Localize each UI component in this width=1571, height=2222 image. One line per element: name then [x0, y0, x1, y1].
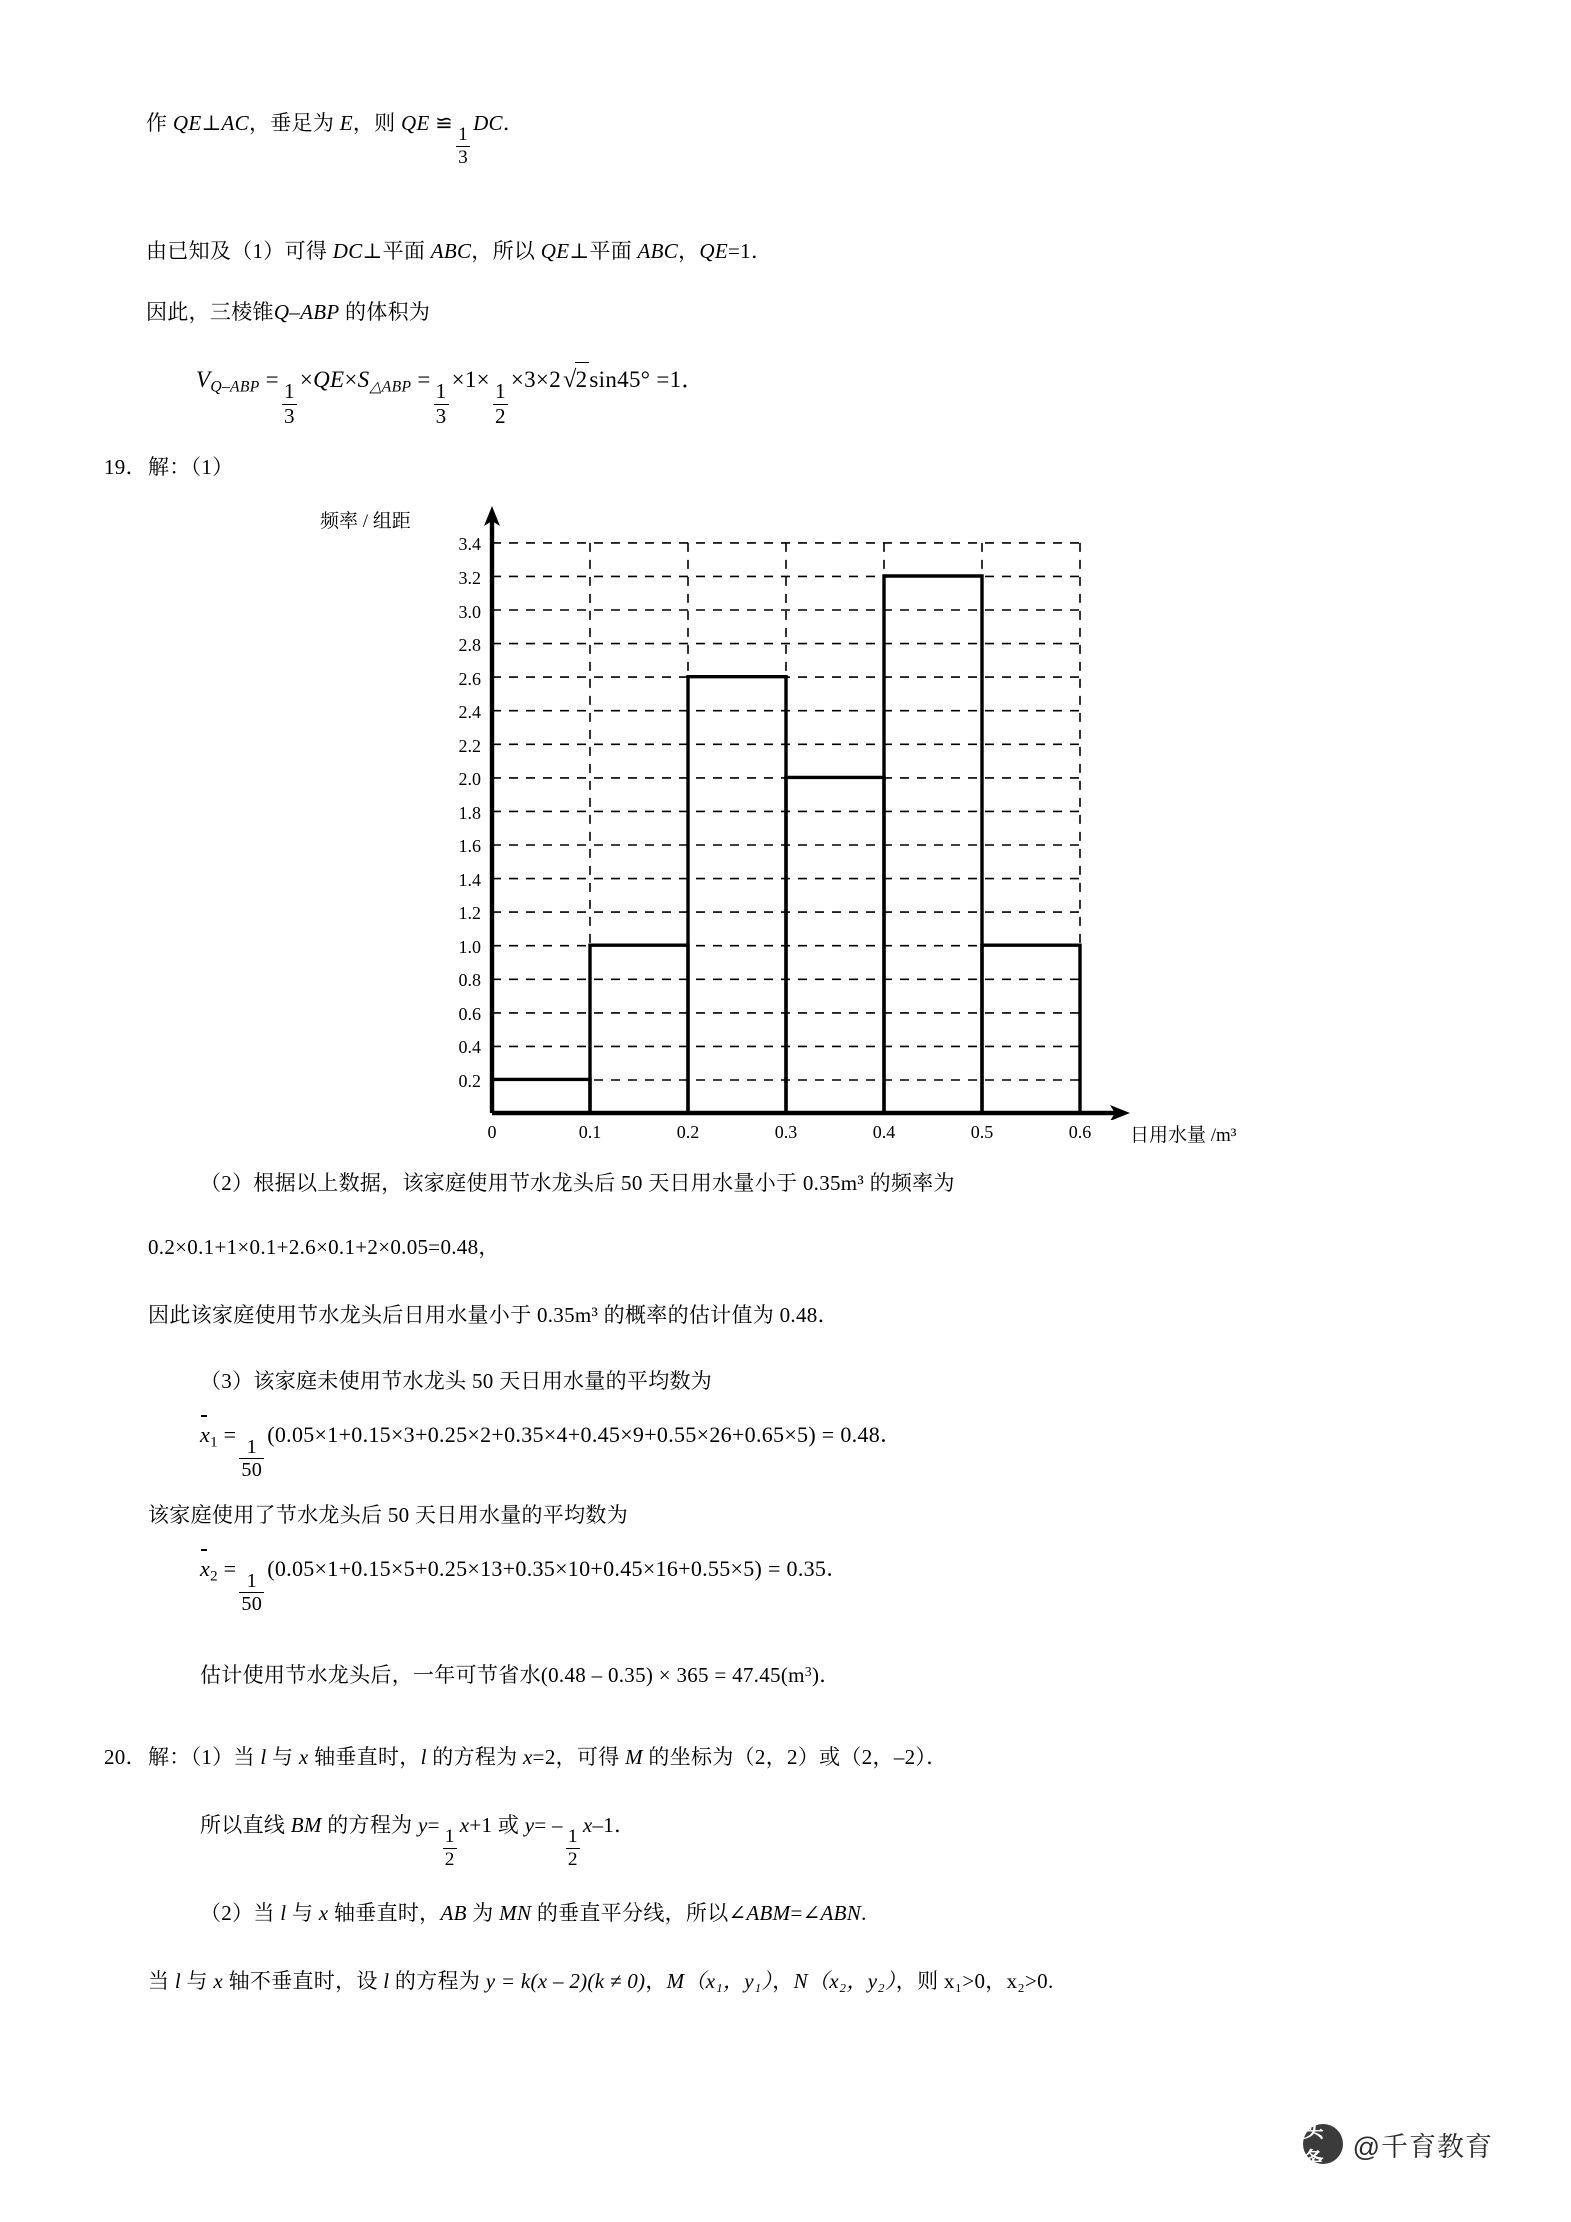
formula2-xbar: x	[200, 1552, 210, 1585]
q20-line2-x: x	[459, 1813, 470, 1837]
formula2-eq2: =	[767, 1556, 781, 1581]
q18-line2-abc: ABC	[430, 239, 472, 263]
q19-saving-text: 估计使用节水龙头后，一年可节省水	[200, 1663, 541, 1687]
q20-line2-b: 的方程为	[321, 1813, 418, 1837]
q18-line-3	[146, 297, 430, 329]
formula2-result: 0.35	[786, 1556, 827, 1581]
q18-line1-then: ，则	[352, 111, 401, 135]
watermark-logo-icon: 头条	[1303, 2124, 1343, 2164]
chart-ytick-7: 1.6	[458, 836, 481, 856]
fraction-numerator: 1	[283, 379, 295, 403]
bar-bin-5	[884, 576, 982, 1113]
q20-line-1	[148, 1742, 948, 1774]
q18-dc: DC	[473, 111, 503, 135]
formula1-eq2: =	[821, 1422, 835, 1447]
q20-line1-x2: x	[523, 1745, 533, 1769]
q19-part3-line2: 该家庭使用了节水龙头后 50 天日用水量的平均数为	[148, 1503, 628, 1527]
q18-line-1	[146, 108, 524, 167]
q20-line4-e: ，	[645, 1969, 667, 1993]
q20-line3-abm: ABM	[746, 1901, 791, 1925]
q20-line3-c: 轴垂直时，	[328, 1901, 441, 1925]
q18-line1-end: ．	[502, 111, 525, 135]
q20-line4-equation: y = k(x – 2)(k ≠ 0)	[485, 1969, 646, 1993]
formula-v-subscript: Q–ABP	[210, 378, 260, 396]
q20-line4-n: N	[793, 1969, 808, 1993]
formula-three: 3	[524, 367, 536, 392]
q20-line1-m: M	[625, 1745, 643, 1769]
q18-volume-formula	[196, 362, 705, 427]
q18-line2-e: ，	[678, 239, 700, 263]
chart-xtick-3: 0.3	[774, 1122, 798, 1142]
q20-line1-l: l	[260, 1745, 267, 1769]
formula-two: 2	[549, 367, 562, 392]
chart-ytick-2: 0.6	[458, 1004, 481, 1024]
fraction-denominator: 2	[494, 403, 506, 428]
q20-line4-c: 轴不垂直时，设	[223, 1969, 384, 1993]
formula-eq3: =	[656, 367, 670, 392]
q20-line3-l: l	[280, 1901, 287, 1925]
chart-y-axis	[484, 506, 500, 1113]
chart-ytick-10: 2.2	[458, 736, 481, 756]
q20-line1-a: 解：（1）当	[148, 1745, 261, 1769]
q20-line4-f: ，	[772, 1969, 794, 1993]
formula1-eq: =	[223, 1422, 237, 1447]
chart-ytick-11: 2.4	[458, 702, 481, 722]
formula-times-2: ×	[344, 367, 358, 392]
formula-eq2: =	[417, 367, 431, 392]
formula1-frac-1-50	[239, 1437, 264, 1481]
fraction-numerator: 1	[246, 1569, 258, 1592]
fraction-numerator: 1	[435, 379, 447, 403]
q20-line3-b: 与	[286, 1901, 319, 1925]
q20-line2-a: 所以直线	[200, 1813, 291, 1837]
formula-period: ．	[681, 367, 705, 392]
chart-xtick-0: 0	[487, 1122, 497, 1142]
q20-line2-eq: =	[427, 1813, 440, 1837]
q20-line2-minus: –1．	[592, 1813, 636, 1837]
q20-line1-l2: l	[420, 1745, 427, 1769]
q20-line4-l: l	[174, 1969, 181, 1993]
fraction-numerator: 1	[494, 379, 506, 403]
formula2-frac-1-50	[239, 1571, 264, 1615]
q18-qe2: QE	[401, 111, 430, 135]
chart-ytick-5: 1.2	[458, 903, 481, 923]
q18-ac: AC	[221, 111, 249, 135]
chart-ytick-1: 0.4	[458, 1037, 481, 1057]
formula1-body: (0.05×1+0.15×3+0.25×2+0.35×4+0.45×9+0.55×26+0.65×5)	[267, 1422, 816, 1447]
formula-s: S	[357, 367, 370, 392]
q19-part2-line3: 因此该家庭使用节水龙头后日用水量小于 0.35m³ 的概率的估计值为 0.48．	[148, 1303, 839, 1327]
chart-ytick-4: 1.0	[458, 937, 481, 957]
formula-times-3: ×	[451, 367, 465, 392]
q20-line2-x2: x	[582, 1813, 593, 1837]
q20-line3-a: （2）当	[200, 1901, 281, 1925]
chart-xtick-6: 0.6	[1068, 1122, 1092, 1142]
q18-line2-a: 由已知及（1）可得	[146, 239, 333, 263]
q19-saving-end: )．	[812, 1663, 841, 1687]
formula-v: V	[196, 367, 211, 392]
q18-line2-abc2: ABC	[637, 239, 679, 263]
q20-line2-y: y	[417, 1813, 428, 1837]
q20-line2-eq2: = –	[534, 1813, 563, 1837]
q18-line2-b: ⊥平面	[362, 239, 431, 263]
q20-line4-x: x	[213, 1969, 224, 1993]
formula1-xbar-subscript: 1	[210, 1434, 218, 1451]
q20-line1-c: 轴垂直时，	[308, 1745, 421, 1769]
q18-line1-pre: 作	[146, 111, 173, 135]
q20-line4-d: 的方程为	[389, 1969, 486, 1993]
fraction-denominator: 2	[567, 1848, 578, 1870]
q18-line2-dc: DC	[332, 239, 363, 263]
q20-line4-m: M	[666, 1969, 685, 1993]
watermark-text: @千育教育	[1352, 2131, 1493, 2162]
q20-line4-b: 与	[181, 1969, 214, 1993]
chart-ytick-9: 2.0	[458, 769, 481, 789]
q18-e: E	[339, 111, 353, 135]
q20-line4-a: 当	[148, 1969, 175, 1993]
q18-line3-q: Q	[273, 300, 290, 324]
radical-sign: √	[563, 366, 577, 393]
q20-line4-g: ，则 x₁>0，x₂>0.	[895, 1969, 1054, 1993]
chart-canvas	[430, 500, 1130, 1120]
formula2-xbar-subscript: 2	[210, 1568, 218, 1585]
watermark	[1302, 2119, 1493, 2172]
formula-times-1: ×	[299, 367, 314, 392]
chart-ytick-8: 1.8	[458, 803, 481, 823]
formula-times-6: ×	[535, 367, 550, 392]
bar-bin-2	[590, 945, 688, 1113]
q18-line2-d: ⊥平面	[569, 239, 638, 263]
formula-sin: sin	[589, 367, 618, 392]
q18-perp: ⊥	[201, 111, 222, 135]
bar-bin-6	[982, 945, 1080, 1113]
q20-line3-ab: AB	[440, 1901, 467, 1925]
chart-ytick-13: 2.8	[458, 635, 481, 655]
formula-s-subscript: △ABP	[369, 378, 412, 396]
q18-line3-abp: ABP	[300, 300, 340, 324]
q19-mean-formula-1	[200, 1418, 902, 1481]
q18-line2-c: ，所以	[471, 239, 541, 263]
fraction-denominator: 3	[435, 403, 447, 428]
fraction-denominator: 3	[458, 146, 469, 168]
q19-saving-calc: (0.48 – 0.35) × 365 = 47.45(m	[540, 1663, 805, 1687]
q18-congruent-sign: ≌	[435, 111, 454, 135]
chart-xtick-5: 0.5	[970, 1122, 994, 1142]
q19-number: 19．	[104, 455, 147, 479]
q18-line2-f: =1．	[728, 239, 773, 263]
fraction-numerator: 1	[246, 1435, 258, 1458]
formula2-period: ．	[826, 1556, 849, 1581]
chart-ytick-14: 3.0	[458, 602, 481, 622]
q19-mean-formula-2	[200, 1552, 849, 1615]
chart-xtick-1: 0.1	[578, 1122, 602, 1142]
q18-fraction-one-third	[456, 125, 470, 167]
q19-part2-line1: （2）根据以上数据，该家庭使用节水龙头后 50 天日用水量小于 0.35m³ 的频率为	[200, 1171, 955, 1195]
q20-line1-x: x	[298, 1745, 309, 1769]
q20-line3-d: 为	[466, 1901, 500, 1925]
chart-ytick-6: 1.4	[458, 870, 481, 890]
formula-frac-1-3	[282, 381, 297, 427]
fraction-numerator: 1	[458, 124, 469, 146]
formula-frac-1-3-b	[434, 381, 449, 427]
q20-line4-l2: l	[383, 1969, 390, 1993]
q20-line2-bm: BM	[290, 1813, 322, 1837]
q18-line3-b: 的体积为	[339, 300, 431, 324]
bar-bin-1	[492, 1079, 590, 1113]
q19-label: 解：（1）	[148, 455, 234, 479]
q18-line2-qe: QE	[540, 239, 570, 263]
chart-ytick-0: 0.2	[458, 1071, 481, 1091]
q20-line1-e: =2，可得	[532, 1745, 626, 1769]
formula2-eq: =	[223, 1556, 237, 1581]
q19-part3-line1: （3）该家庭未使用节水龙头 50 天日用水量的平均数为	[200, 1369, 713, 1393]
fraction-denominator: 3	[283, 403, 295, 428]
formula-times-5: ×	[510, 367, 525, 392]
formula-result: 1	[669, 367, 682, 392]
q19-saving-exponent: 3	[804, 1663, 812, 1679]
q18-qe: QE	[172, 111, 202, 135]
q20-line3-abn: ABN	[820, 1901, 862, 1925]
formula-frac-1-2	[493, 381, 508, 427]
radicand: 2	[575, 362, 590, 398]
formula1-period: ．	[880, 1422, 903, 1447]
chart-ytick-12: 2.6	[458, 669, 481, 689]
frequency-histogram	[320, 500, 1237, 1146]
q18-line-2	[146, 236, 772, 268]
q20-line-3	[200, 1898, 867, 1930]
q20-line-2	[200, 1810, 635, 1869]
q20-line2-y2: y	[524, 1813, 535, 1837]
q20-line3-e: 的垂直平分线，所以∠	[531, 1901, 747, 1925]
q20-line3-g: .	[861, 1901, 867, 1925]
q19-part2-line2: 0.2×0.1+1×0.1+2.6×0.1+2×0.05=0.48，	[148, 1235, 500, 1259]
formula-qe: QE	[313, 367, 345, 392]
q18-line3-a: 因此，三棱锥	[146, 300, 274, 324]
chart-x-axis	[492, 1105, 1130, 1120]
fraction-denominator: 50	[241, 1459, 263, 1482]
q20-line4-n-coords: （x₂，y₂）	[807, 1969, 896, 1993]
q18-line3-dash: –	[289, 300, 301, 324]
fraction-numerator: 1	[444, 1826, 455, 1848]
formula-one: 1	[464, 367, 477, 392]
formula-angle: 45°	[617, 367, 651, 392]
q20-line2-plus: +1 或	[469, 1813, 525, 1837]
chart-ytick-3: 0.8	[458, 970, 481, 990]
q18-line2-qe2: QE	[699, 239, 729, 263]
chart-xtick-2: 0.2	[676, 1122, 700, 1142]
q20-line1-d: 的方程为	[426, 1745, 524, 1769]
q20-line4-m-coords: （x₁，y₁）	[684, 1969, 773, 1993]
q19-part3-line3	[200, 1660, 841, 1692]
formula1-result: 0.48	[840, 1422, 881, 1447]
formula-times-4: ×	[476, 367, 490, 392]
q20-number: 20．	[104, 1745, 147, 1769]
square-root-icon	[561, 362, 589, 398]
fraction-denominator: 2	[444, 1848, 455, 1870]
fraction-numerator: 1	[567, 1826, 578, 1848]
q20-line1-f: 的坐标为（2，2）或（2，–2）．	[642, 1745, 948, 1769]
chart-gridlines-vertical	[590, 543, 1080, 1113]
chart-ytick-16: 3.4	[458, 534, 481, 554]
chart-y-axis-label: 频率 / 组距	[320, 511, 411, 532]
q20-line3-f: =∠	[790, 1901, 821, 1925]
formula-eq1: =	[265, 367, 279, 392]
chart-x-axis-label: 日用水量 /m³	[1130, 1125, 1237, 1146]
formula1-xbar: x	[200, 1418, 210, 1451]
chart-ytick-15: 3.2	[458, 568, 481, 588]
q18-line1-mid: ，垂足为	[248, 111, 340, 135]
chart-xtick-4: 0.4	[872, 1122, 896, 1142]
q20-frac-1-2-a	[443, 1827, 457, 1869]
bar-bin-3	[688, 677, 786, 1113]
q20-line3-x: x	[318, 1901, 329, 1925]
formula2-body: (0.05×1+0.15×5+0.25×13+0.35×10+0.45×16+0.55×5)	[267, 1556, 763, 1581]
q20-frac-1-2-b	[566, 1827, 580, 1869]
q20-line1-b: 与	[266, 1745, 299, 1769]
q20-line-4	[148, 1966, 1054, 1998]
fraction-denominator: 50	[241, 1593, 263, 1616]
q20-line3-mn: MN	[499, 1901, 532, 1925]
